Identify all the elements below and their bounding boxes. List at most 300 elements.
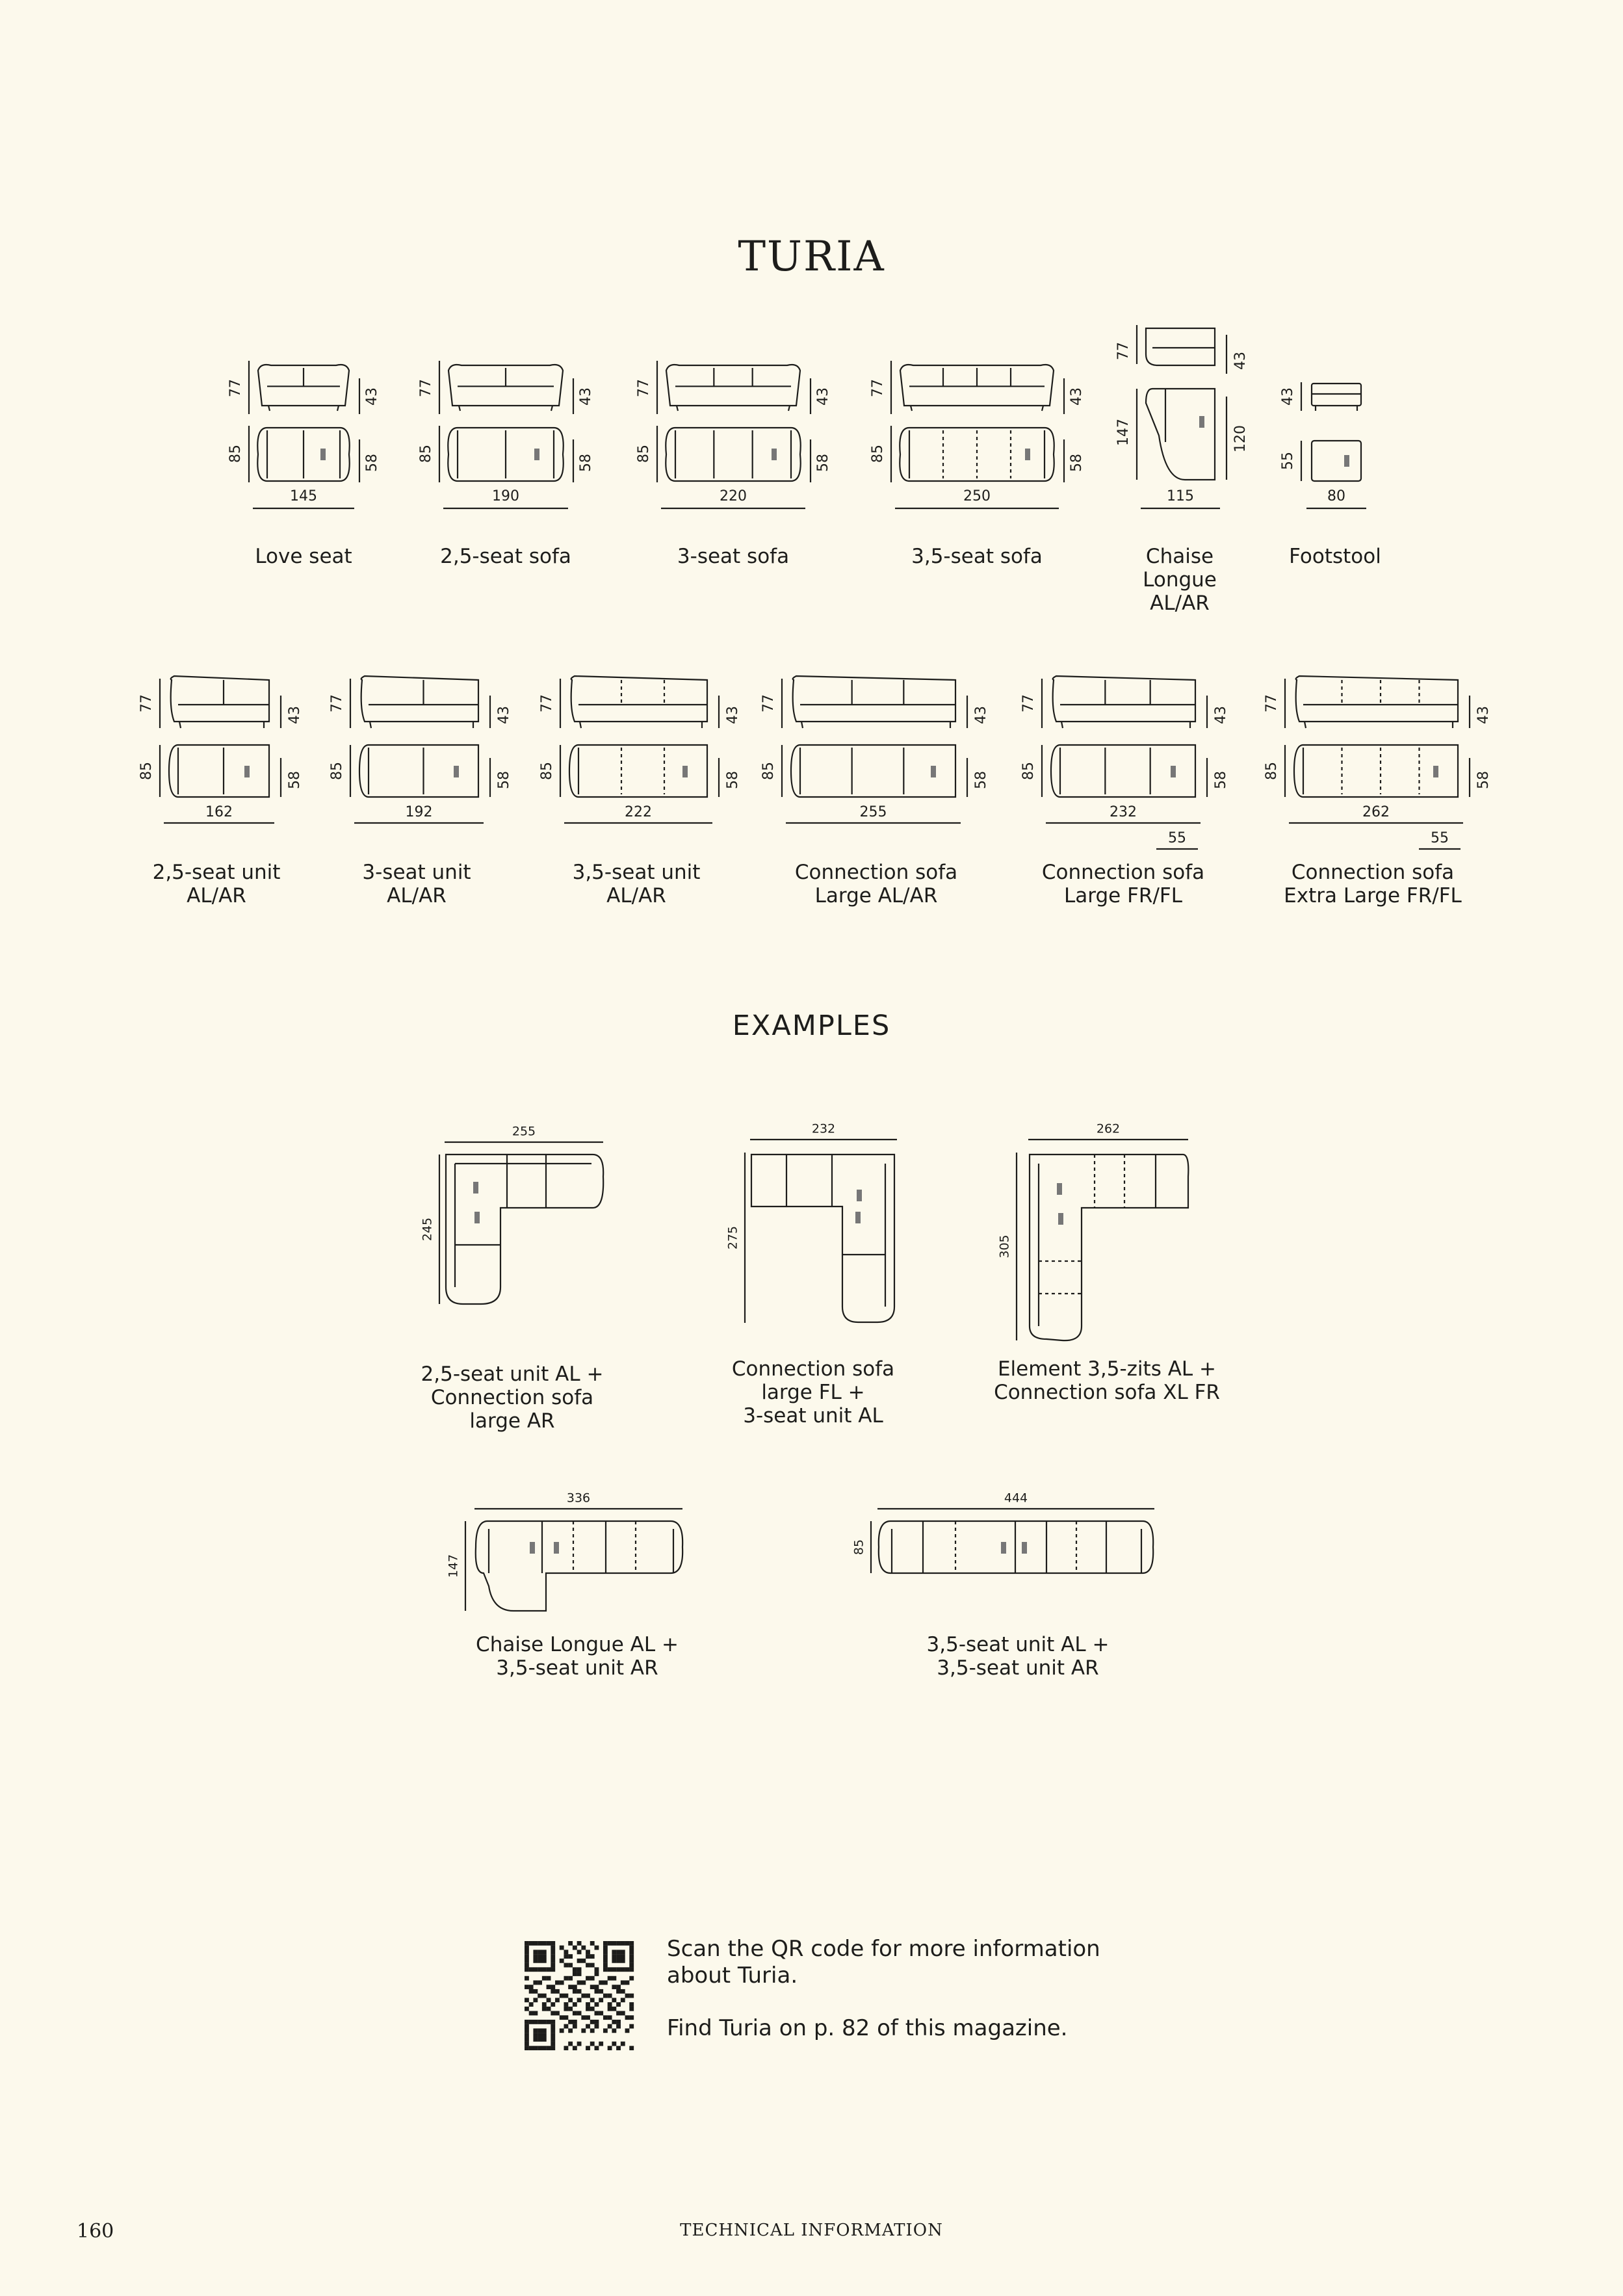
qr-module: [533, 2046, 538, 2050]
cushion-marker: [554, 1542, 559, 1554]
qr-module: [616, 2002, 621, 2007]
qr-module: [612, 1941, 616, 1946]
qr-module: [525, 1963, 529, 1968]
qr-module: [586, 1950, 590, 1954]
qr-module: [538, 1959, 542, 1963]
dimension-label: 43: [364, 387, 380, 406]
example-layout-drawing: [726, 1122, 898, 1324]
qr-module: [547, 2046, 551, 2050]
qr-module: [608, 1994, 612, 1998]
dimension-label: 58: [1213, 771, 1229, 789]
dimension-label: 85: [1264, 762, 1280, 780]
qr-module: [629, 2024, 634, 2029]
dimension-label: 77: [1264, 694, 1280, 712]
dimension-label: 245: [420, 1217, 435, 1242]
unit-drawing: [539, 676, 741, 823]
qr-module: [538, 2033, 542, 2037]
qr-module: [573, 2046, 577, 2050]
qr-module: [599, 1998, 603, 2002]
cushion-marker: [1001, 1542, 1006, 1554]
qr-module: [621, 2042, 625, 2046]
dimension-label: 77: [636, 379, 652, 397]
qr-module: [608, 1976, 612, 1981]
dimension-label: 43: [1280, 387, 1296, 406]
qr-module: [542, 1994, 547, 1998]
qr-module: [621, 1954, 625, 1959]
qr-module: [616, 2011, 621, 2016]
qr-module: [608, 2007, 612, 2011]
cushion-marker: [454, 766, 459, 777]
qr-module: [538, 1967, 542, 1972]
dimension-label: 77: [870, 379, 886, 397]
footer-section-title: TECHNICAL INFORMATION: [680, 2221, 943, 2240]
qr-module: [529, 2002, 534, 2007]
qr-module: [529, 1989, 534, 1994]
page-number: 160: [77, 2220, 114, 2243]
dimension-label: 43: [973, 706, 989, 724]
dimension-label: 43: [1213, 706, 1229, 724]
dimension-label: 43: [725, 706, 741, 724]
dimension-line: [459, 406, 460, 411]
qr-module: [590, 1941, 595, 1946]
qr-module: [551, 2011, 555, 2016]
qr-module: [525, 2020, 529, 2024]
qr-module: [629, 1946, 634, 1950]
unit-plan-view: [359, 745, 478, 797]
qr-module: [577, 2011, 582, 2016]
product-caption: Love seat: [255, 545, 352, 568]
qr-module: [608, 1967, 612, 1972]
examples-heading: EXAMPLES: [732, 1010, 891, 1042]
product-caption: Footstool: [1289, 545, 1381, 568]
dimension-label: 43: [496, 706, 512, 724]
qr-module: [542, 2033, 547, 2037]
qr-module: [547, 1976, 551, 1981]
unit-front-view: [793, 676, 955, 722]
qr-module: [525, 2042, 529, 2046]
qr-module: [625, 1967, 630, 1972]
footstool-drawing: [1280, 382, 1366, 508]
dimension-label: 255: [859, 804, 887, 820]
dimension-label: 43: [287, 706, 303, 724]
qr-module: [616, 2024, 621, 2029]
qr-module: [551, 2002, 555, 2007]
qr-module: [586, 1994, 590, 1998]
qr-module: [568, 2028, 573, 2033]
qr-module: [573, 1967, 577, 1972]
qr-code-icon[interactable]: [524, 1941, 634, 2050]
unit-drawing: [760, 676, 989, 823]
qr-module: [573, 2002, 577, 2007]
qr-module: [525, 1985, 529, 1989]
cushion-marker: [1022, 1542, 1027, 1554]
qr-module: [599, 1980, 603, 1985]
qr-module: [551, 1963, 555, 1968]
qr-module: [590, 1976, 595, 1981]
qr-module: [599, 2011, 603, 2016]
qr-module: [542, 2037, 547, 2042]
qr-module: [529, 1985, 534, 1989]
qr-module: [586, 2024, 590, 2029]
cushion-marker: [1199, 416, 1204, 428]
dimension-line: [677, 406, 678, 411]
qr-module: [621, 2011, 625, 2016]
qr-module: [564, 1963, 568, 1968]
qr-module: [564, 1950, 568, 1954]
qr-module: [533, 1959, 538, 1963]
qr-module: [560, 1994, 564, 1998]
qr-module: [538, 1950, 542, 1954]
qr-module: [525, 1976, 529, 1981]
dimension-label: 43: [1475, 706, 1492, 724]
dimension-line: [370, 722, 371, 728]
qr-module: [525, 1950, 529, 1954]
qr-module: [625, 2028, 630, 2033]
qr-module: [621, 1967, 625, 1972]
dimension-label: 336: [566, 1491, 591, 1506]
unit-drawing: [1264, 676, 1492, 849]
qr-module: [573, 2024, 577, 2029]
qr-module: [538, 2046, 542, 2050]
product-caption: Connection sofa Large FR/FL: [1041, 861, 1205, 907]
qr-module: [621, 1959, 625, 1963]
qr-module: [595, 2046, 599, 2050]
dimension-label: 80: [1327, 488, 1345, 504]
dimension-label: 58: [287, 771, 303, 789]
qr-module: [573, 1972, 577, 1976]
qr-module: [621, 1998, 625, 2002]
qr-module: [616, 1959, 621, 1963]
qr-module: [625, 1941, 630, 1946]
qr-module: [533, 1967, 538, 1972]
qr-module: [529, 2011, 534, 2016]
qr-module: [616, 1989, 621, 1994]
qr-module: [586, 1963, 590, 1968]
qr-module: [621, 1941, 625, 1946]
qr-module: [533, 1998, 538, 2002]
product-caption: Connection sofa Large AL/AR: [794, 861, 958, 907]
dimension-line: [337, 406, 339, 411]
qr-module: [538, 2020, 542, 2024]
cushion-marker: [857, 1190, 862, 1201]
qr-module: [586, 1976, 590, 1981]
product-caption: Connection sofa large FL + 3-seat unit AL: [731, 1357, 895, 1428]
dimension-label: 43: [578, 387, 594, 406]
qr-module: [581, 2015, 586, 2020]
dimension-label: 85: [636, 445, 652, 463]
qr-module: [568, 1963, 573, 1968]
dimension-label: 85: [329, 762, 345, 780]
qr-module: [612, 2042, 616, 2046]
qr-module: [547, 1998, 551, 2002]
qr-module: [551, 1959, 555, 1963]
dimension-line: [580, 722, 581, 728]
qr-module: [555, 1980, 560, 1985]
dimension-label: 85: [870, 445, 886, 463]
qr-module: [629, 1959, 634, 1963]
qr-module: [595, 2011, 599, 2016]
outline: [1312, 441, 1361, 481]
dimension-label: 77: [1115, 342, 1132, 360]
qr-module: [525, 2028, 529, 2033]
qr-module: [612, 2028, 616, 2033]
qr-module: [621, 1950, 625, 1954]
unit-plan-view: [169, 745, 269, 797]
qr-module: [608, 2015, 612, 2020]
qr-module: [551, 2020, 555, 2024]
qr-module: [603, 1954, 608, 1959]
qr-module: [525, 1941, 529, 1946]
qr-module: [551, 2046, 555, 2050]
product-caption: Element 3,5-zits AL + Connection sofa XL FR: [994, 1357, 1220, 1404]
qr-module: [529, 2020, 534, 2024]
dimension-label: 55: [1431, 830, 1449, 846]
qr-module: [629, 1963, 634, 1968]
qr-module: [603, 1963, 608, 1968]
qr-module: [564, 1954, 568, 1959]
qr-module: [595, 2020, 599, 2024]
unit-front-view: [361, 676, 478, 722]
qr-module: [590, 2020, 595, 2024]
qr-module: [608, 2002, 612, 2007]
example-layout-drawing: [852, 1491, 1155, 1574]
qr-module: [560, 1980, 564, 1985]
dimension-label: 85: [138, 762, 155, 780]
qr-module: [629, 1994, 634, 1998]
dimension-label: 43: [815, 387, 831, 406]
qr-module: [590, 1954, 595, 1959]
dimension-label: 55: [1280, 452, 1296, 470]
qr-module: [629, 1976, 634, 1981]
qr-module: [542, 1976, 547, 1981]
qr-module: [525, 1954, 529, 1959]
qr-module: [529, 2046, 534, 2050]
cushion-marker: [682, 766, 688, 777]
dimension-label: 77: [227, 379, 244, 397]
qr-module: [621, 1980, 625, 1985]
qr-module: [603, 1941, 608, 1946]
qr-module: [564, 1994, 568, 1998]
dimension-label: 85: [227, 445, 244, 463]
qr-module: [542, 2020, 547, 2024]
qr-module: [533, 2028, 538, 2033]
qr-module: [616, 1950, 621, 1954]
dimension-label: 43: [1069, 387, 1085, 406]
dimension-line: [911, 406, 912, 411]
qr-module: [525, 2024, 529, 2029]
cushion-marker: [534, 449, 539, 460]
dimension-label: 120: [1232, 425, 1249, 452]
qr-module: [612, 1950, 616, 1954]
qr-module: [525, 1946, 529, 1950]
qr-module: [577, 2042, 582, 2046]
chaise-front-view: [1146, 328, 1215, 365]
dimension-label: 58: [973, 771, 989, 789]
qr-module: [560, 1946, 564, 1950]
qr-module: [542, 1954, 547, 1959]
qr-module: [590, 2028, 595, 2033]
dimension-label: 58: [1475, 771, 1492, 789]
qr-module: [542, 2046, 547, 2050]
cushion-marker: [931, 766, 936, 777]
qr-module: [573, 2011, 577, 2016]
dimension-label: 58: [725, 771, 741, 789]
example-layout-drawing: [421, 1125, 604, 1305]
dimension-label: 77: [760, 694, 777, 712]
product-drawing: [227, 361, 380, 508]
qr-module: [629, 1967, 634, 1972]
qr-module: [542, 1941, 547, 1946]
qr-module: [612, 1985, 616, 1989]
qr-module: [616, 1941, 621, 1946]
cushion-marker: [244, 766, 250, 777]
product-caption: 2,5-seat unit AL/AR: [152, 861, 281, 907]
cushion-marker: [1025, 449, 1030, 460]
unit-drawing: [138, 676, 303, 823]
qr-module: [533, 1980, 538, 1985]
product-caption: 2,5-seat unit AL + Connection sofa large AR: [421, 1363, 604, 1433]
qr-module: [599, 1989, 603, 1994]
sofa-plan-view: [900, 428, 1054, 481]
qr-module: [547, 2020, 551, 2024]
qr-module: [603, 1946, 608, 1950]
qr-module: [581, 1946, 586, 1950]
qr-module: [538, 2037, 542, 2042]
qr-module: [586, 2007, 590, 2011]
qr-module: [603, 1980, 608, 1985]
qr-module: [551, 1950, 555, 1954]
qr-module: [595, 1985, 599, 1989]
qr-module: [525, 2046, 529, 2050]
qr-module: [577, 1967, 582, 1972]
cushion-marker: [1058, 1213, 1063, 1225]
product-drawing: [636, 361, 831, 508]
qr-module: [612, 2007, 616, 2011]
qr-module: [542, 1967, 547, 1972]
qr-module: [616, 1967, 621, 1972]
dimension-line: [801, 722, 803, 728]
qr-module: [533, 1950, 538, 1954]
qr-module: [586, 2046, 590, 2050]
qr-module: [538, 1994, 542, 1998]
dimension-label: 192: [405, 804, 433, 820]
page-title: TURIA: [738, 233, 885, 281]
qr-module: [564, 1976, 568, 1981]
chaise-longue-drawing: [1115, 325, 1249, 508]
qr-module: [595, 2002, 599, 2007]
qr-module: [608, 2024, 612, 2029]
qr-module: [603, 1994, 608, 1998]
qr-module: [612, 1998, 616, 2002]
qr-module: [616, 1985, 621, 1989]
qr-module: [577, 1972, 582, 1976]
dimension-label: 190: [492, 488, 519, 504]
qr-module: [538, 1954, 542, 1959]
dimension-label: 115: [1167, 488, 1194, 504]
cushion-marker: [772, 449, 777, 460]
qr-module: [525, 1967, 529, 1972]
qr-text: Scan the QR code for more information about Turia.: [667, 1936, 1100, 1989]
dimension-label: 85: [418, 445, 434, 463]
sofa-plan-view: [666, 428, 800, 481]
dimension-label: 85: [851, 1539, 866, 1556]
dimension-line: [179, 722, 181, 728]
dimension-label: 147: [446, 1554, 461, 1578]
product-caption: 2,5-seat sofa: [440, 545, 571, 568]
product-caption: Connection sofa Extra Large FR/FL: [1284, 861, 1462, 907]
qr-module: [595, 1967, 599, 1972]
qr-module: [629, 1941, 634, 1946]
dimension-label: 85: [539, 762, 555, 780]
dimension-label: 145: [290, 488, 317, 504]
dimension-label: 58: [815, 454, 831, 472]
qr-module: [608, 2046, 612, 2050]
qr-module: [599, 2042, 603, 2046]
cushion-marker: [1344, 455, 1349, 467]
qr-module: [551, 1967, 555, 1972]
dimension-label: 58: [496, 771, 512, 789]
qr-module: [625, 1994, 630, 1998]
layout-outline: [1030, 1155, 1188, 1340]
dimension-line: [788, 406, 790, 411]
qr-module: [577, 1941, 582, 1946]
qr-module: [629, 1950, 634, 1954]
dimension-label: 232: [811, 1121, 836, 1136]
unit-front-view: [1296, 676, 1458, 722]
qr-module: [603, 2028, 608, 2033]
qr-module: [629, 2015, 634, 2020]
qr-module: [560, 1959, 564, 1963]
qr-module: [551, 2024, 555, 2029]
qr-module: [564, 2002, 568, 2007]
qr-module: [538, 2028, 542, 2033]
qr-module: [590, 1963, 595, 1968]
qr-module: [547, 1985, 551, 1989]
product-drawing: [418, 361, 594, 508]
qr-module: [555, 1989, 560, 1994]
qr-module: [542, 2007, 547, 2011]
cushion-marker: [855, 1212, 861, 1223]
qr-module: [551, 1954, 555, 1959]
dimension-label: 85: [760, 762, 777, 780]
cushion-marker: [474, 1212, 480, 1223]
qr-module: [603, 2015, 608, 2020]
qr-module: [629, 2007, 634, 2011]
dimension-label: 222: [625, 804, 652, 820]
qr-module: [533, 2037, 538, 2042]
qr-module: [568, 2007, 573, 2011]
qr-module: [568, 1985, 573, 1989]
qr-module: [525, 1959, 529, 1963]
qr-module: [533, 1954, 538, 1959]
qr-module: [595, 1946, 599, 1950]
qr-module: [547, 2007, 551, 2011]
qr-module: [547, 1941, 551, 1946]
qr-module: [551, 1946, 555, 1950]
qr-module: [581, 1994, 586, 1998]
qr-module: [538, 1980, 542, 1985]
qr-module: [533, 1989, 538, 1994]
qr-module: [573, 1946, 577, 1950]
layout-outline: [446, 1155, 603, 1304]
qr-module: [542, 2028, 547, 2033]
qr-module: [612, 2020, 616, 2024]
dimension-label: 220: [720, 488, 747, 504]
cushion-marker: [1057, 1183, 1062, 1195]
dimension-label: 58: [1069, 454, 1085, 472]
qr-module: [590, 1998, 595, 2002]
qr-module: [564, 2046, 568, 2050]
